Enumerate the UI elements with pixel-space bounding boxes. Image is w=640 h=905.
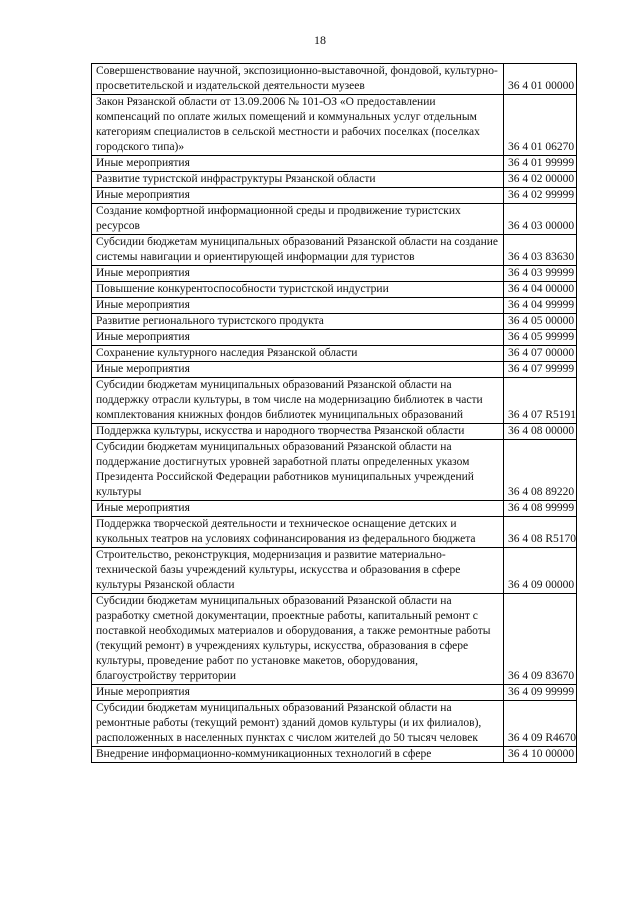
table-row bbox=[92, 95, 577, 156]
row-name: Повышение конкурентоспособности туристской индустрии bbox=[92, 282, 504, 298]
table-row bbox=[92, 346, 577, 362]
row-code: 36 4 08 00000 bbox=[504, 424, 577, 440]
table-row bbox=[92, 440, 577, 501]
table-row bbox=[92, 188, 577, 204]
table-row bbox=[92, 747, 577, 763]
row-code: 36 4 10 00000 bbox=[504, 747, 577, 763]
row-code: 36 4 07 99999 bbox=[504, 362, 577, 378]
row-name: Субсидии бюджетам муниципальных образований Рязанской области на создание системы навигации и ориентирующей информации для туристов bbox=[92, 235, 504, 266]
table-row bbox=[92, 424, 577, 440]
row-code: 36 4 08 R5170 bbox=[504, 517, 577, 548]
row-name: Иные мероприятия bbox=[92, 266, 504, 282]
row-name: Сохранение культурного наследия Рязанской области bbox=[92, 346, 504, 362]
row-name: Совершенствование научной, экспозиционно-выставочной, фондовой, культурно-просветительской и издательской деятельности музеев bbox=[92, 64, 504, 95]
table-row bbox=[92, 314, 577, 330]
table-body bbox=[92, 64, 577, 763]
table-row bbox=[92, 64, 577, 95]
table-row bbox=[92, 282, 577, 298]
row-code: 36 4 05 00000 bbox=[504, 314, 577, 330]
row-name: Развитие туристской инфраструктуры Рязанской области bbox=[92, 172, 504, 188]
row-code: 36 4 09 00000 bbox=[504, 548, 577, 594]
row-code: 36 4 08 99999 bbox=[504, 501, 577, 517]
row-name: Субсидии бюджетам муниципальных образований Рязанской области на разработку сметной документации, проектные работы, капитальный ремонт с поставкой необходимых материалов и оборудования, а также ремонтные работы (текущий ремонт) в учреждениях культуры, искусства, образования в сфере культуры, проведение работ по установке макетов, оборудования, благоустройству территории bbox=[92, 594, 504, 685]
row-name: Иные мероприятия bbox=[92, 501, 504, 517]
table-row bbox=[92, 594, 577, 685]
row-code: 36 4 03 00000 bbox=[504, 204, 577, 235]
row-name: Создание комфортной информационной среды и продвижение туристских ресурсов bbox=[92, 204, 504, 235]
table-row bbox=[92, 548, 577, 594]
table-row bbox=[92, 298, 577, 314]
row-code: 36 4 07 R5191 bbox=[504, 378, 577, 424]
row-code: 36 4 02 99999 bbox=[504, 188, 577, 204]
table-row bbox=[92, 235, 577, 266]
row-name: Субсидии бюджетам муниципальных образований Рязанской области на ремонтные работы (текущий ремонт) зданий домов культуры (и их филиалов), расположенных в населенных пунктах с числом жителей до 50 тысяч человек bbox=[92, 701, 504, 747]
row-code: 36 4 09 R4670 bbox=[504, 701, 577, 747]
row-code: 36 4 01 06270 bbox=[504, 95, 577, 156]
table-row bbox=[92, 501, 577, 517]
row-name: Внедрение информационно-коммуникационных технологий в сфере bbox=[92, 747, 504, 763]
row-name: Субсидии бюджетам муниципальных образований Рязанской области на поддержку отрасли культуры, в том числе на модернизацию библиотек в части комплектования книжных фондов библиотек муниципальных образований bbox=[92, 378, 504, 424]
row-code: 36 4 07 00000 bbox=[504, 346, 577, 362]
table-row bbox=[92, 156, 577, 172]
row-code: 36 4 09 83670 bbox=[504, 594, 577, 685]
row-name: Иные мероприятия bbox=[92, 685, 504, 701]
row-code: 36 4 08 89220 bbox=[504, 440, 577, 501]
table-row bbox=[92, 517, 577, 548]
row-name: Иные мероприятия bbox=[92, 330, 504, 346]
table-row bbox=[92, 204, 577, 235]
page-number: 18 bbox=[314, 33, 326, 47]
budget-classification-table bbox=[91, 63, 577, 763]
row-code: 36 4 01 00000 bbox=[504, 64, 577, 95]
row-code: 36 4 05 99999 bbox=[504, 330, 577, 346]
row-code: 36 4 03 99999 bbox=[504, 266, 577, 282]
table-row bbox=[92, 330, 577, 346]
row-name: Поддержка культуры, искусства и народного творчества Рязанской области bbox=[92, 424, 504, 440]
row-code: 36 4 03 83630 bbox=[504, 235, 577, 266]
row-name: Строительство, реконструкция, модернизация и развитие материально-технической базы учреждений культуры, искусства и образования в сфере культуры Рязанской области bbox=[92, 548, 504, 594]
row-name: Развитие регионального туристского продукта bbox=[92, 314, 504, 330]
row-name: Иные мероприятия bbox=[92, 298, 504, 314]
table-row bbox=[92, 266, 577, 282]
row-code: 36 4 01 99999 bbox=[504, 156, 577, 172]
row-name: Субсидии бюджетам муниципальных образований Рязанской области на поддержание достигнутых уровней заработной платы определенных указом Президента Российской Федерации работников муниципальных учреждений культуры bbox=[92, 440, 504, 501]
row-code: 36 4 09 99999 bbox=[504, 685, 577, 701]
row-name: Закон Рязанской области от 13.09.2006 № 101-ОЗ «О предоставлении компенсаций по оплате жилых помещений и коммунальных услуг отдельным категориям специалистов в сельской местности и рабочих поселках (поселках городского типа)» bbox=[92, 95, 504, 156]
row-code: 36 4 02 00000 bbox=[504, 172, 577, 188]
row-code: 36 4 04 99999 bbox=[504, 298, 577, 314]
table-row bbox=[92, 701, 577, 747]
table-row bbox=[92, 378, 577, 424]
row-name: Иные мероприятия bbox=[92, 362, 504, 378]
row-name: Поддержка творческой деятельности и техническое оснащение детских и кукольных театров на условиях софинансирования из федерального бюджета bbox=[92, 517, 504, 548]
row-name: Иные мероприятия bbox=[92, 156, 504, 172]
table-row bbox=[92, 685, 577, 701]
row-code: 36 4 04 00000 bbox=[504, 282, 577, 298]
table-row bbox=[92, 362, 577, 378]
table-row bbox=[92, 172, 577, 188]
row-name: Иные мероприятия bbox=[92, 188, 504, 204]
